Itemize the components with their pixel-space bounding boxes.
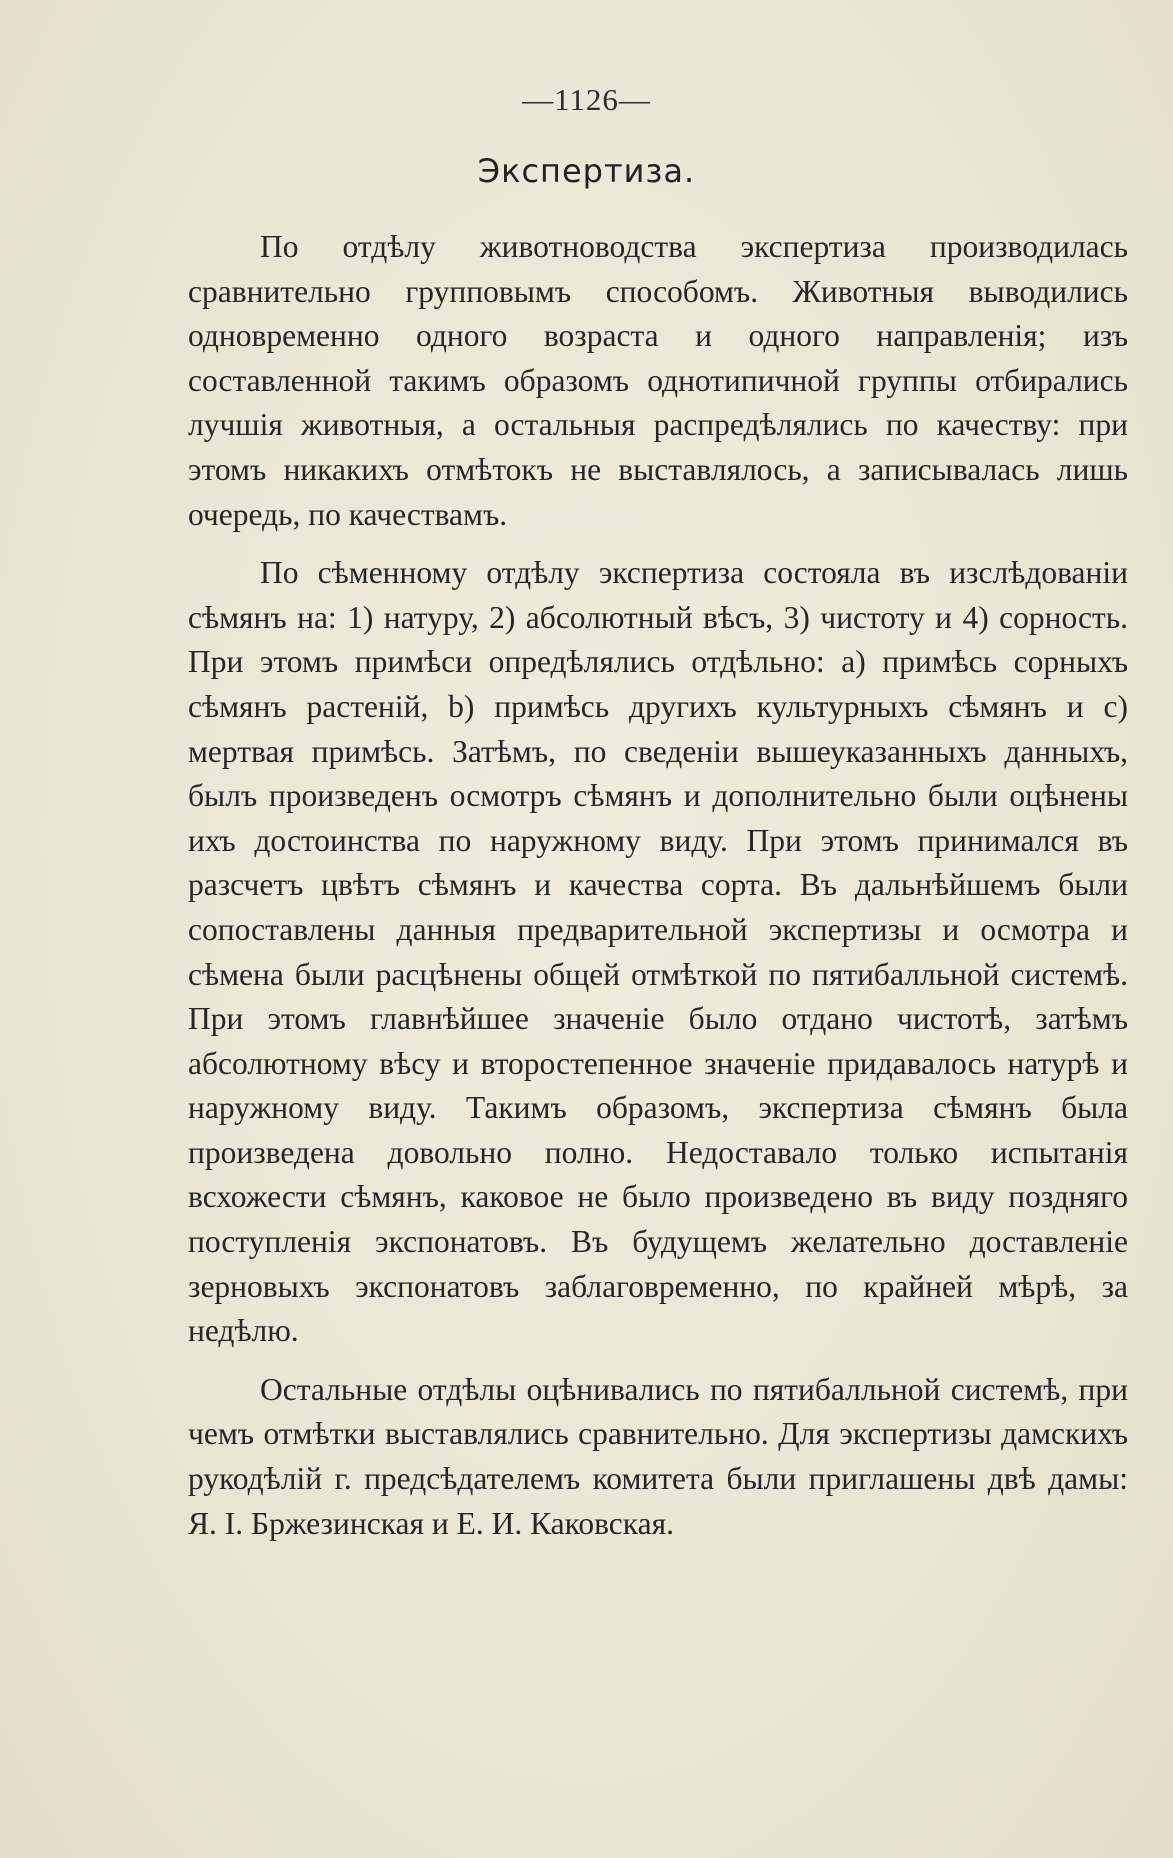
section-heading: Экспертиза. [477,152,696,190]
paragraph-other-departments: Остальные отдѣлы оцѣнивались по пятибалльной системѣ, при чемъ отмѣтки выставлялись сравнительно. Для экспертизы дамскихъ рукодѣлій г. предсѣдателемъ комитета были приглашены двѣ дамы: Я. І. Бржезинская и Е. И. Каковская. [188,1371,1128,1541]
body-text [188,225,1128,1546]
page-number: —1126— [522,82,651,117]
paragraph-livestock: По отдѣлу животноводства экспертиза производилась сравнительно групповымъ способомъ. Животныя выводились одновременно одного возраста и одного направленія; изъ составленной такимъ образомъ однотипичной группы отбирались лучшія животныя, а остальныя распредѣлялись по качеству: при этомъ никакихъ отмѣтокъ не выставлялось, а записывалась лишь очередь, по качествамъ. [188,229,1128,532]
paragraph-seeds: По сѣменному отдѣлу экспертиза состояла въ изслѣдованіи сѣмянъ на: 1) натуру, 2) абсолютный вѣсъ, 3) чистоту и 4) сорность. При этомъ примѣси опредѣлялись отдѣльно: а) примѣсь сорныхъ сѣмянъ растеній, b) примѣсь другихъ культурныхъ сѣмянъ и с) мертвая примѣсь. Затѣмъ, по сведеніи вышеуказанныхъ данныхъ, былъ произведенъ осмотръ сѣмянъ и дополнительно были оцѣнены ихъ достоинства по наружному виду. При этомъ принимался въ разсчетъ цвѣтъ сѣмянъ и качества сорта. Въ дальнѣйшемъ были сопоставлены данныя предварительной экспертизы и осмотра и сѣмена были расцѣнены общей отмѣткой по пятибалльной системѣ. При этомъ главнѣйшее значеніе было отдано чистотѣ, затѣмъ абсолютному вѣсу и второстепенное значеніе придавалось натурѣ и наружному виду. Такимъ образомъ, экспертиза сѣмянъ была произведена довольно полно. Недоставало только испытанія всхожести сѣмянъ, каковое не было произведено въ виду поздняго поступленія экспонатовъ. Въ будущемъ желательно доставленіе зерновыхъ экспонатовъ заблаговременно, по крайней мѣрѣ, за недѣлю. [188,555,1128,1349]
